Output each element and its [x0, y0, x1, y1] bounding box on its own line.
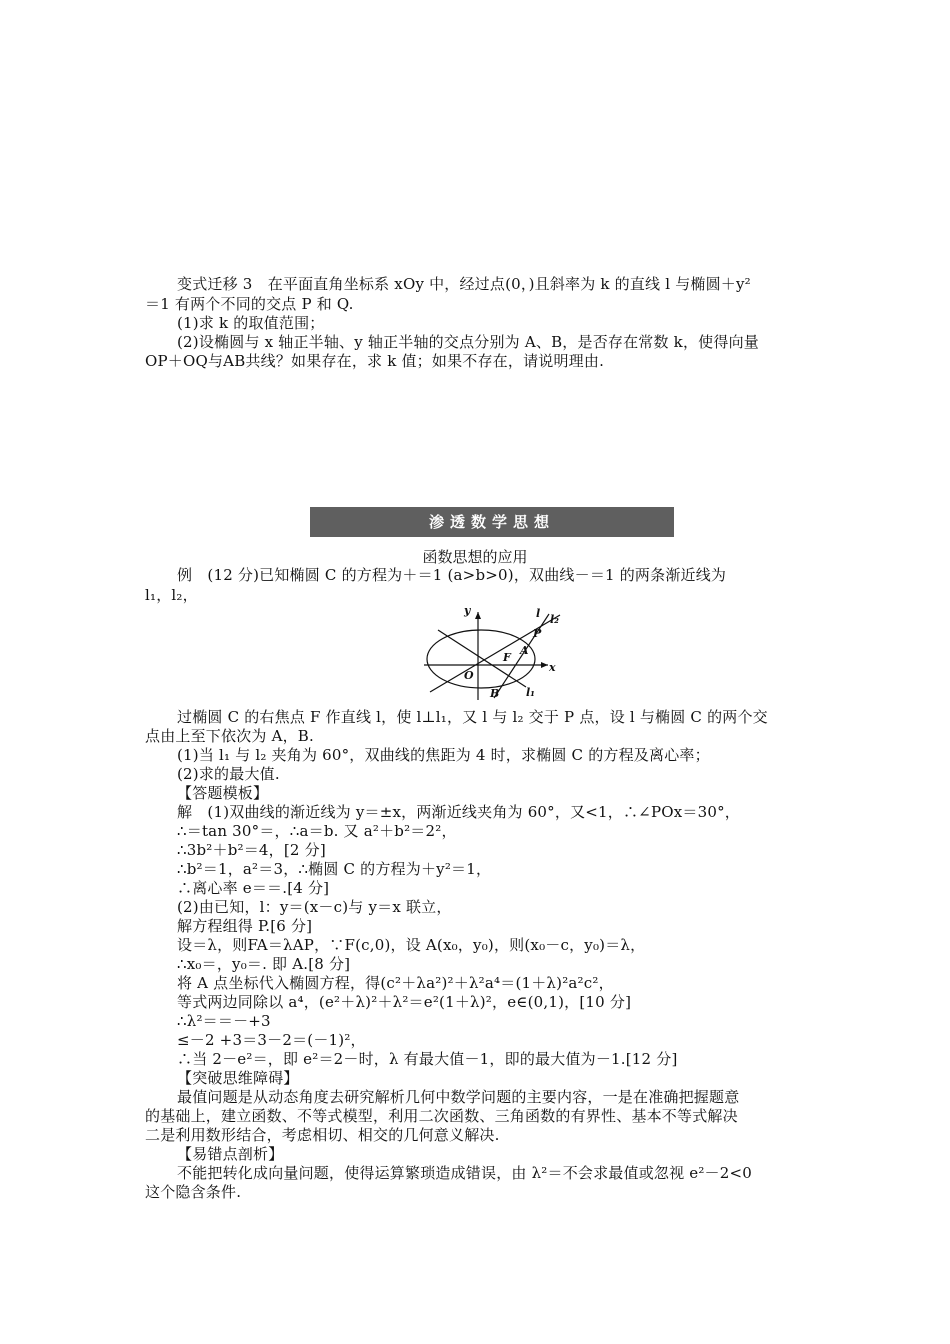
body-line: ∴当 2－e²＝，即 e²＝2－时，λ 有最大值－1，即的最大值为－1.[12 分] — [177, 1050, 678, 1068]
y-axis-arrow — [475, 612, 481, 619]
ellipse-curve — [427, 630, 535, 688]
x-axis-arrow — [541, 662, 548, 668]
label-P: P — [533, 627, 542, 640]
body-line: 等式两边同除以 a⁴，(e²＋λ)²＋λ²＝e²(1＋λ)²，e∈(0,1)，[10 分] — [177, 993, 632, 1011]
body-line: 过椭圆 C 的右焦点 F 作直线 l，使 l⊥l₁，又 l 与 l₂ 交于 P 点，设 l 与椭圆 C 的两个交 — [177, 708, 768, 726]
label-x: x — [549, 661, 556, 674]
body-line: (2)由已知，l：y＝(x－c)与 y＝x 联立， — [177, 898, 452, 916]
body-line: ∴＝tan 30°＝，∴a＝b. 又 a²＋b²＝2²， — [177, 822, 457, 840]
label-l: l — [536, 607, 541, 620]
section-heading: 【突破思维障碍】 — [177, 1069, 299, 1087]
label-l1: l₁ — [526, 686, 535, 699]
label-y: y — [464, 604, 471, 617]
body-line: 最值问题是从动态角度去研究解析几何中数学问题的主要内容，一是在准确把握题意 — [177, 1088, 740, 1106]
body-line: (1)当 l₁ 与 l₂ 夹角为 60°，双曲线的焦距为 4 时，求椭圆 C 的方程及离心率； — [177, 746, 710, 764]
body-line: (2)求的最大值. — [177, 765, 280, 783]
body-line: ∴λ²＝＝－+3 — [177, 1012, 271, 1030]
body-line: 这个隐含条件. — [145, 1183, 242, 1201]
example-line: 例 (12 分)已知椭圆 C 的方程为＋＝1 (a>b>0)，双曲线－＝1 的两条渐近线为 — [177, 566, 727, 584]
body-line: ∴离心率 e＝＝.[4 分] — [177, 879, 330, 897]
label-A: A — [520, 644, 529, 657]
label-O: O — [464, 669, 474, 682]
body-line: 的基础上，建立函数、不等式模型，利用二次函数、三角函数的有界性、基本不等式解决 — [145, 1107, 738, 1125]
body-line: 点由上至下依次为 A，B. — [145, 727, 314, 745]
section-banner: 渗透数学思想 — [310, 507, 674, 537]
body-line: 设＝λ，则FA＝λAP，∵F(c,0)，设 A(x₀，y₀)，则(x₀－c，y₀)＝λ， — [177, 936, 646, 954]
section-subtitle: 函数思想的应用 — [422, 548, 528, 566]
body-line: ≤－2 +3＝3－2＝(－1)²， — [177, 1031, 366, 1049]
body-line: 将 A 点坐标代入椭圆方程，得(c²＋λa²)²＋λ²a⁴＝(1＋λ)²a²c²， — [177, 974, 614, 992]
body-line: ∴b²＝1，a²＝3，∴椭圆 C 的方程为＋y²＝1， — [177, 860, 492, 878]
body-line: 解方程组得 P.[6 分] — [177, 917, 313, 935]
body-line: 解 (1)双曲线的渐近线为 y＝±x，两渐近线夹角为 60°，又<1，∴∠POx＝30°， — [177, 803, 740, 821]
exercise-line: (1)求 k 的取值范围； — [177, 314, 325, 332]
example-line: l₁，l₂， — [145, 586, 198, 604]
exercise-line: 变式迁移 3 在平面直角坐标系 xOy 中，经过点(0，)且斜率为 k 的直线 l 与椭圆＋y² — [177, 275, 751, 293]
exercise-line: (2)设椭圆与 x 轴正半轴、y 轴正半轴的交点分别为 A、B，是否存在常数 k，使得向量 — [177, 333, 759, 351]
exercise-line: OP＋OQ与AB共线？如果存在，求 k 值；如果不存在，请说明理由. — [145, 352, 605, 370]
body-line: 不能把转化成向量问题，使得运算繁琐造成错误，由 λ²＝不会求最值或忽视 e²－2<0 — [177, 1164, 753, 1182]
body-line: ∴3b²＋b²＝4，[2 分] — [177, 841, 326, 859]
label-l2: l₂ — [550, 613, 559, 626]
section-heading: 【易错点剖析】 — [177, 1145, 284, 1163]
exercise-line: ＝1 有两个不同的交点 P 和 Q. — [145, 295, 354, 313]
body-line: 二是利用数形结合，考虑相切、相交的几何意义解决. — [145, 1126, 500, 1144]
section-heading: 【答题模板】 — [177, 784, 269, 802]
ellipse-figure — [418, 602, 568, 704]
body-line: ∴x₀＝，y₀＝. 即 A.[8 分] — [177, 955, 351, 973]
label-B: B — [490, 687, 500, 700]
label-F: F — [503, 651, 511, 664]
line-l1 — [438, 630, 526, 687]
